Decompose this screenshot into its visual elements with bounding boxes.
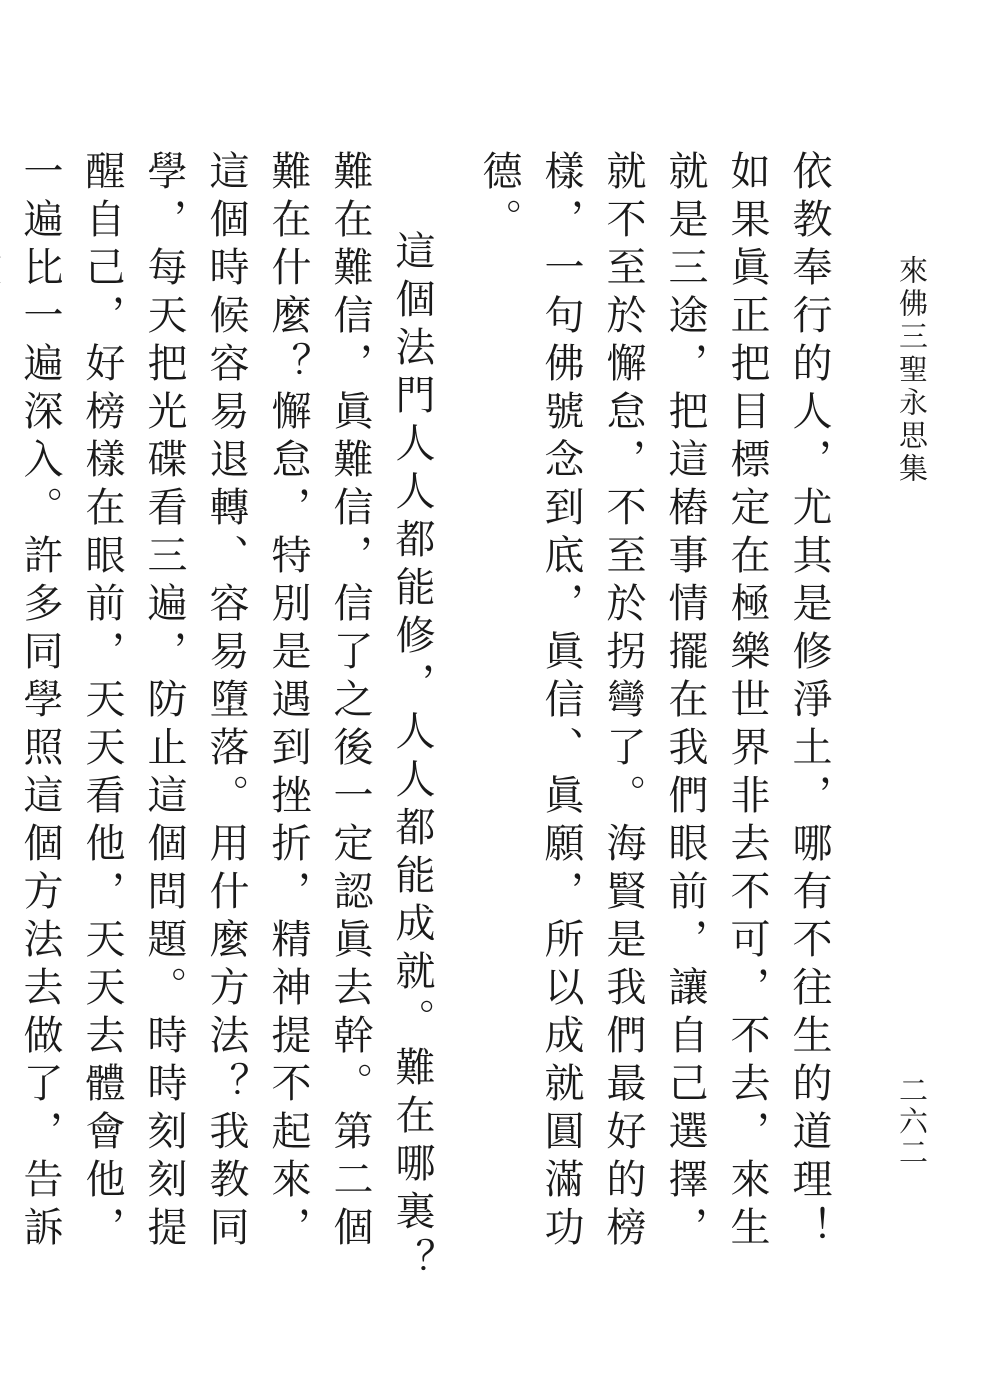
paragraph: 依教奉行的人，尤其是修淨土，哪有不往生的道理！如果眞正把目標定在極樂世界非去不可，不去，來生就是三途，把這樁事情擺在我們眼前，讓自己選擇，就不至於懈怠，不至於拐彎了。海賢是我們最好的榜樣，一句佛號念到底，眞信、眞願，所以成就圓滿功德。: [476, 150, 832, 1254]
book-title: 來佛三聖永思集: [895, 255, 929, 486]
paragraph: 這個法門人人都能修，人人都能成就。難在哪裏？難在難信，眞難信，信了之後一定認眞去幹。第二個難在什麼？懈怠，特別是遇到挫折，精神提不起來，這個時候容易退轉、容易墮落。用什麼方法？我教同學，每天把光碟看三遍，防止這個問題。時時刻刻提醒自己，好榜樣在眼前，天天看他，天天去體會他，一遍比一遍深入。許多同學照這個方法去做了，告訴: [17, 150, 435, 1286]
body-text: [0, 150, 840, 1300]
paragraph-gap: [443, 150, 468, 1300]
page-number: 二六二: [895, 1075, 929, 1168]
